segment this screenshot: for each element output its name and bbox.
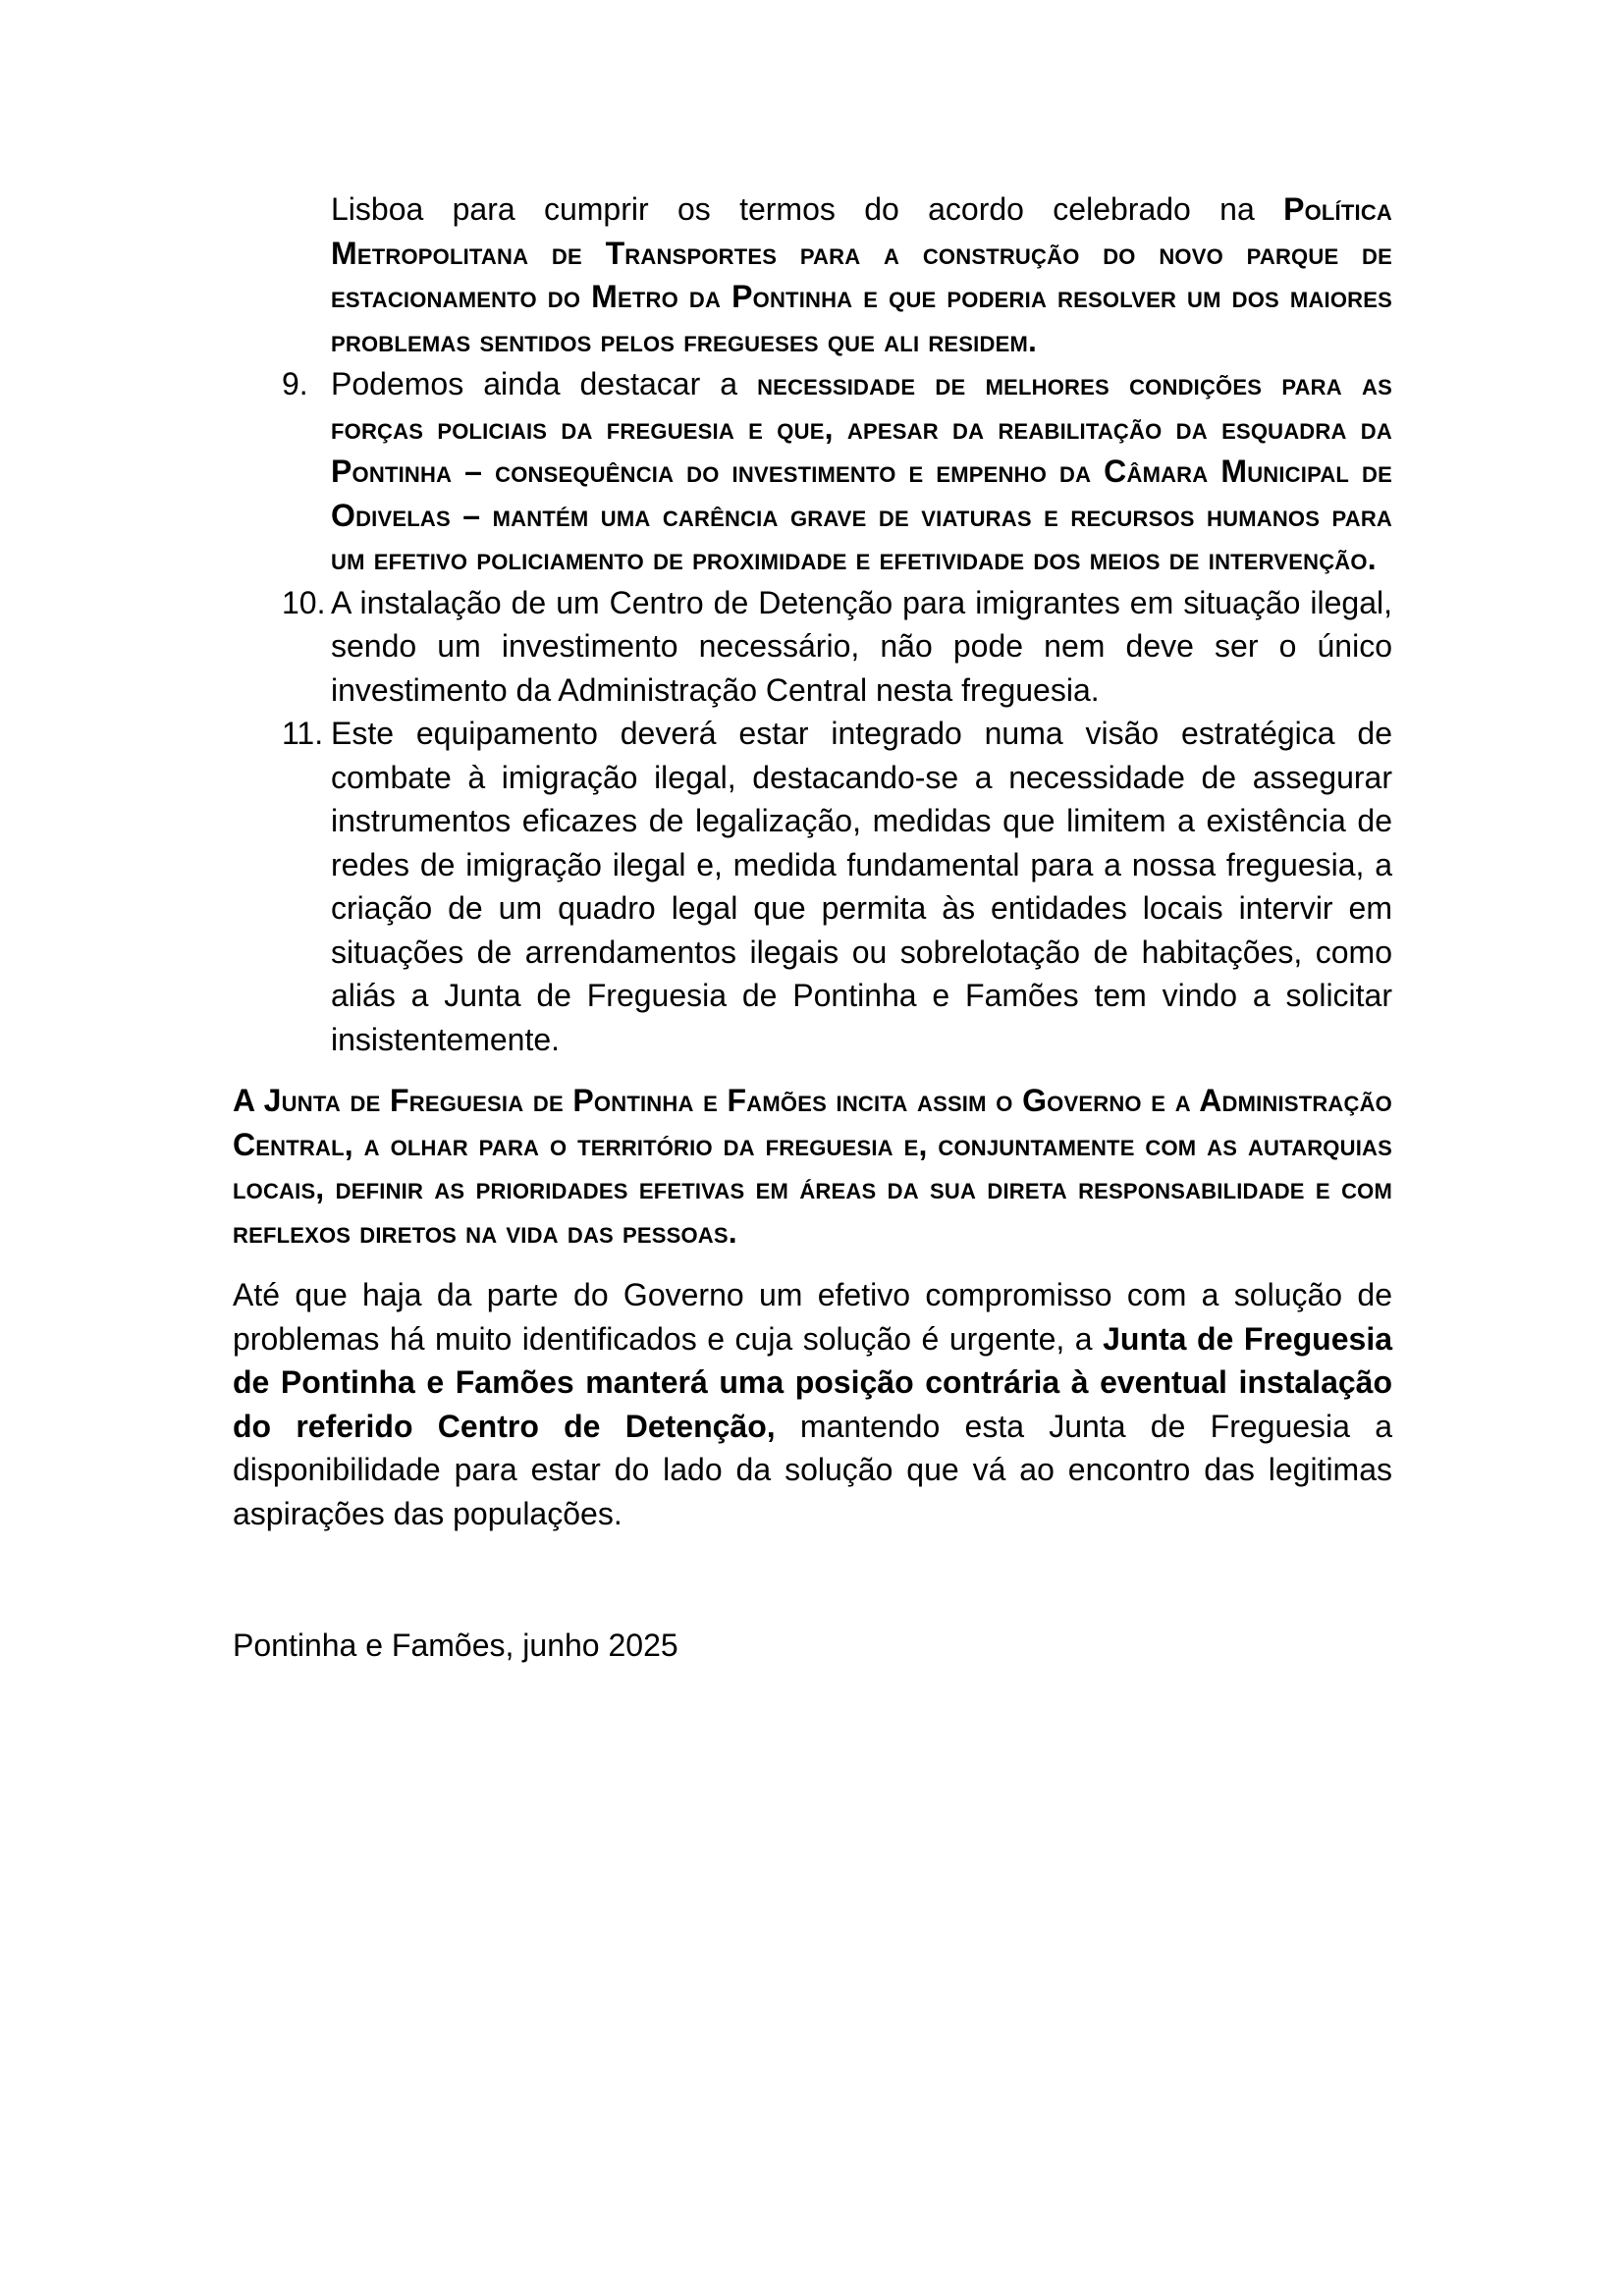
list-item-9 bbox=[233, 362, 1392, 581]
list-item-text: Este equipamento deverá estar integrado numa visão estratégica de combate à imigração ilegal, destacando-se a necessidade de assegurar instrumentos eficazes de legalização, medidas que limitem a existência de redes de imigração ilegal e, medida fundamental para a nossa freguesia, a criação de um quadro legal que permita às entidades locais intervir em situações de arrendamentos ilegais ou sobrelotação de habitações, como aliás a Junta de Freguesia de Pontinha e Famões tem vindo a solicitar insistentemente. bbox=[331, 716, 1392, 1057]
list-item-text: A instalação de um Centro de Detenção para imigrantes em situação ilegal, sendo um investimento necessário, não pode nem deve ser o único investimento da Administração Central nesta freguesia. bbox=[331, 584, 1392, 708]
stance-bold-statement: Junta de Freguesia de Pontinha e Famões manterá uma posição contrária à eventual instalação do referido Centro de Detenção, bbox=[233, 1320, 1392, 1444]
signoff-place-date: Pontinha e Famões, junho 2025 bbox=[233, 1628, 678, 1663]
document-page bbox=[233, 187, 1392, 1668]
list-item-11 bbox=[233, 712, 1392, 1061]
list-item-10 bbox=[233, 581, 1392, 713]
list-number: 9. bbox=[282, 366, 308, 401]
list-item-text: Lisboa para cumprir os termos do acordo celebrado na bbox=[331, 191, 1284, 227]
list-number: 11. bbox=[282, 716, 324, 751]
call-to-action-paragraph: A Junta de Freguesia de Pontinha e Famões incita assim o Governo e a Administração Central, a olhar para o território da freguesia e, conjuntamente com as autarquias locais, definir as prioridades efetivas em áreas da sua direta responsabilidade e com reflexos diretos na vida das pessoas. bbox=[233, 1083, 1392, 1250]
list-number: 10. bbox=[282, 584, 326, 620]
list-item-emphasis: Política Metropolitana de Transportes para a construção do novo parque de estacionamento do Metro da Pontinha e que poderia resolver um dos maiores problemas sentidos pelos fregueses que ali residem. bbox=[331, 191, 1392, 358]
list-item-8-continuation bbox=[233, 187, 1392, 362]
numbered-list bbox=[233, 187, 1392, 1061]
stance-paragraph bbox=[233, 1273, 1392, 1535]
stance-intro: Até que haja da parte do Governo um efetivo compromisso com a solução de problemas há muito identificados e cuja solução é urgente, a bbox=[233, 1277, 1392, 1357]
stance-outro: mantendo esta Junta de Freguesia a disponibilidade para estar do lado da solução que vá ao encontro das legitimas aspirações das populações. bbox=[233, 1408, 1393, 1531]
list-item-text: Podemos ainda destacar a bbox=[331, 366, 758, 401]
list-item-emphasis: necessidade de melhores condições para as forças policiais da freguesia e que, apesar da reabilitação da esquadra da Pontinha – consequência do investimento e empenho da Câmara Municipal de Odivelas – mantém uma carência grave de viaturas e recursos humanos para um efetivo policiamento de proximidade e efetividade dos meios de intervenção. bbox=[331, 366, 1393, 576]
